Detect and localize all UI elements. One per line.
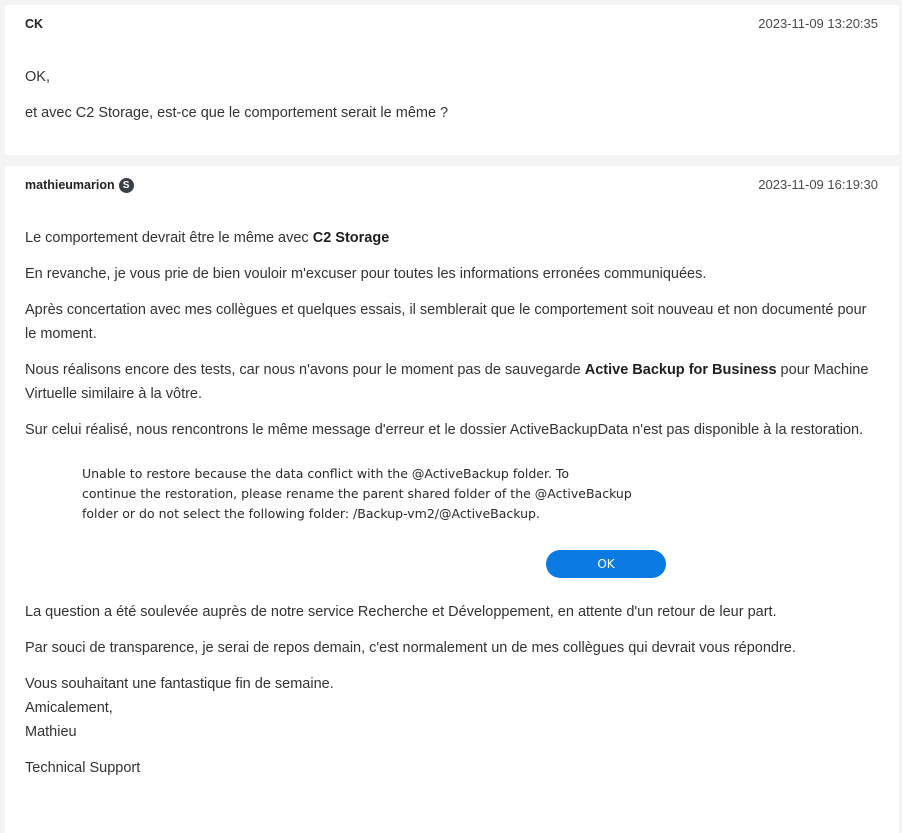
author-name[interactable]: mathieumarion [25, 178, 115, 192]
post-header [25, 177, 878, 195]
post-header [25, 16, 878, 34]
post-author[interactable] [25, 177, 134, 193]
post-body [25, 226, 879, 792]
error-line: continue the restoration, please rename the parent shared folder of the @ActiveBackup [82, 486, 632, 501]
closing-line: Vous souhaitant une fantastique fin de semaine. [25, 676, 334, 692]
post-paragraph: En revanche, je vous prie de bien vouloir m'excuser pour toutes les informations erronées communiquées. [25, 266, 707, 282]
error-message [82, 464, 682, 524]
error-line: folder or do not select the following folder: /Backup-vm2/@ActiveBackup. [82, 506, 540, 521]
post-paragraph: Sur celui réalisé, nous rencontrons le même message d'erreur et le dossier ActiveBackupData n'est pas disponible à la restoration. [25, 422, 864, 438]
author-name[interactable]: CK [25, 17, 44, 31]
bold-text: Active Backup for Business [584, 362, 777, 378]
paragraph-text: Nous réalisons encore des tests, car nous n'avons pour le moment pas de sauvegarde [25, 362, 585, 378]
post-paragraph: Après concertation avec mes collègues et quelques essais, il semblerait que le comportement soit nouveau et non documenté pour le moment. [25, 302, 867, 342]
staff-badge-icon: S [119, 178, 134, 193]
paragraph-text: Le comportement devrait être le même avec [25, 230, 313, 246]
post-paragraph: Par souci de transparence, je serai de repos demain, c'est normalement un de mes collègues qui devrait vous répondre. [25, 640, 796, 656]
post-author[interactable] [25, 16, 43, 32]
post-paragraph: La question a été soulevée auprès de notre service Recherche et Développement, en attente d'un retour de leur part. [25, 604, 777, 620]
closing-block [25, 672, 879, 744]
forum-post [5, 5, 899, 155]
signature: Technical Support [25, 760, 141, 776]
error-dialog-screenshot [82, 464, 682, 600]
post-body [25, 65, 879, 137]
paragraph-text: pour Machine Virtuelle similaire à la vôtre. [25, 362, 869, 402]
post-paragraph [25, 226, 879, 250]
post-paragraph: et avec C2 Storage, est-ce que le comportement serait le même ? [25, 105, 449, 121]
ok-button: OK [546, 550, 666, 578]
error-line: Unable to restore because the data conflict with the @ActiveBackup folder. To [82, 466, 570, 481]
post-timestamp: 2023-11-09 13:20:35 [758, 16, 878, 31]
post-paragraph: OK, [25, 69, 50, 85]
closing-line: Mathieu [25, 724, 77, 740]
bold-text: C2 Storage [312, 230, 390, 246]
closing-line: Amicalement, [25, 700, 113, 716]
post-timestamp: 2023-11-09 16:19:30 [758, 177, 878, 192]
post-paragraph [25, 358, 879, 406]
forum-post [5, 166, 899, 833]
